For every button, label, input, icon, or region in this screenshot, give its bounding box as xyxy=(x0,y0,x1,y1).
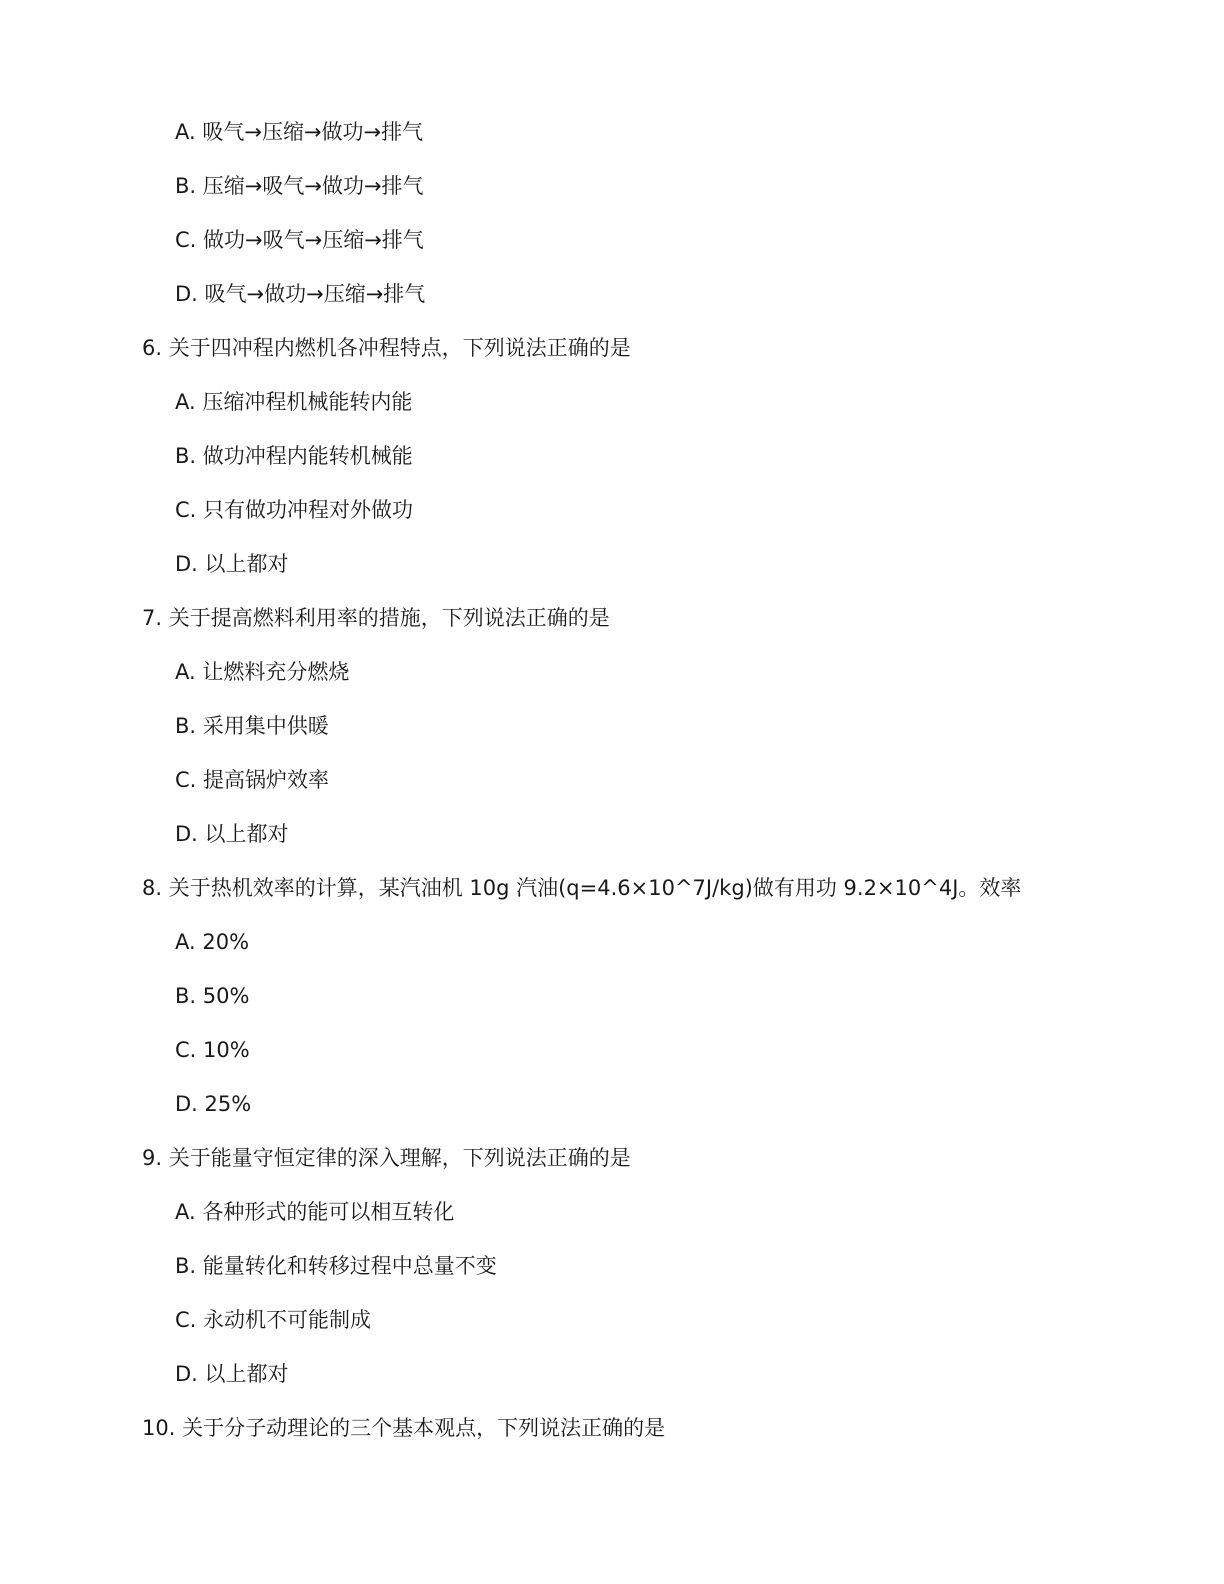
option-line: C. 提高锅炉效率 xyxy=(175,768,330,792)
option-line: B. 采用集中供暖 xyxy=(175,714,329,738)
question-line: 8. 关于热机效率的计算，某汽油机 10g 汽油(q=4.6×10^7J/kg)做有用功 9.2×10^4J。效率 xyxy=(142,876,1022,900)
option-line: C. 做功→吸气→压缩→排气 xyxy=(175,228,424,252)
option-line: B. 做功冲程内能转机械能 xyxy=(175,444,413,468)
option-line: D. 以上都对 xyxy=(175,1362,289,1386)
option-line: D. 25% xyxy=(175,1092,252,1116)
option-line: A. 让燃料充分燃烧 xyxy=(175,660,350,684)
option-line: D. 以上都对 xyxy=(175,552,289,576)
option-line: B. 压缩→吸气→做功→排气 xyxy=(175,174,424,198)
option-line: A. 各种形式的能可以相互转化 xyxy=(175,1200,455,1224)
option-line: A. 压缩冲程机械能转内能 xyxy=(175,390,413,414)
option-line: C. 永动机不可能制成 xyxy=(175,1308,372,1332)
option-line: C. 只有做功冲程对外做功 xyxy=(175,498,414,522)
option-line: C. 10% xyxy=(175,1038,250,1062)
option-line: A. 吸气→压缩→做功→排气 xyxy=(175,120,424,144)
option-line: B. 能量转化和转移过程中总量不变 xyxy=(175,1254,497,1278)
question-line: 7. 关于提高燃料利用率的措施，下列说法正确的是 xyxy=(142,606,610,630)
question-line: 6. 关于四冲程内燃机各冲程特点，下列说法正确的是 xyxy=(142,336,631,360)
option-line: D. 以上都对 xyxy=(175,822,289,846)
question-line: 9. 关于能量守恒定律的深入理解，下列说法正确的是 xyxy=(142,1146,631,1170)
option-line: B. 50% xyxy=(175,984,250,1008)
option-line: A. 20% xyxy=(175,930,250,954)
question-line: 10. 关于分子动理论的三个基本观点，下列说法正确的是 xyxy=(142,1416,666,1440)
option-line: D. 吸气→做功→压缩→排气 xyxy=(175,282,426,306)
